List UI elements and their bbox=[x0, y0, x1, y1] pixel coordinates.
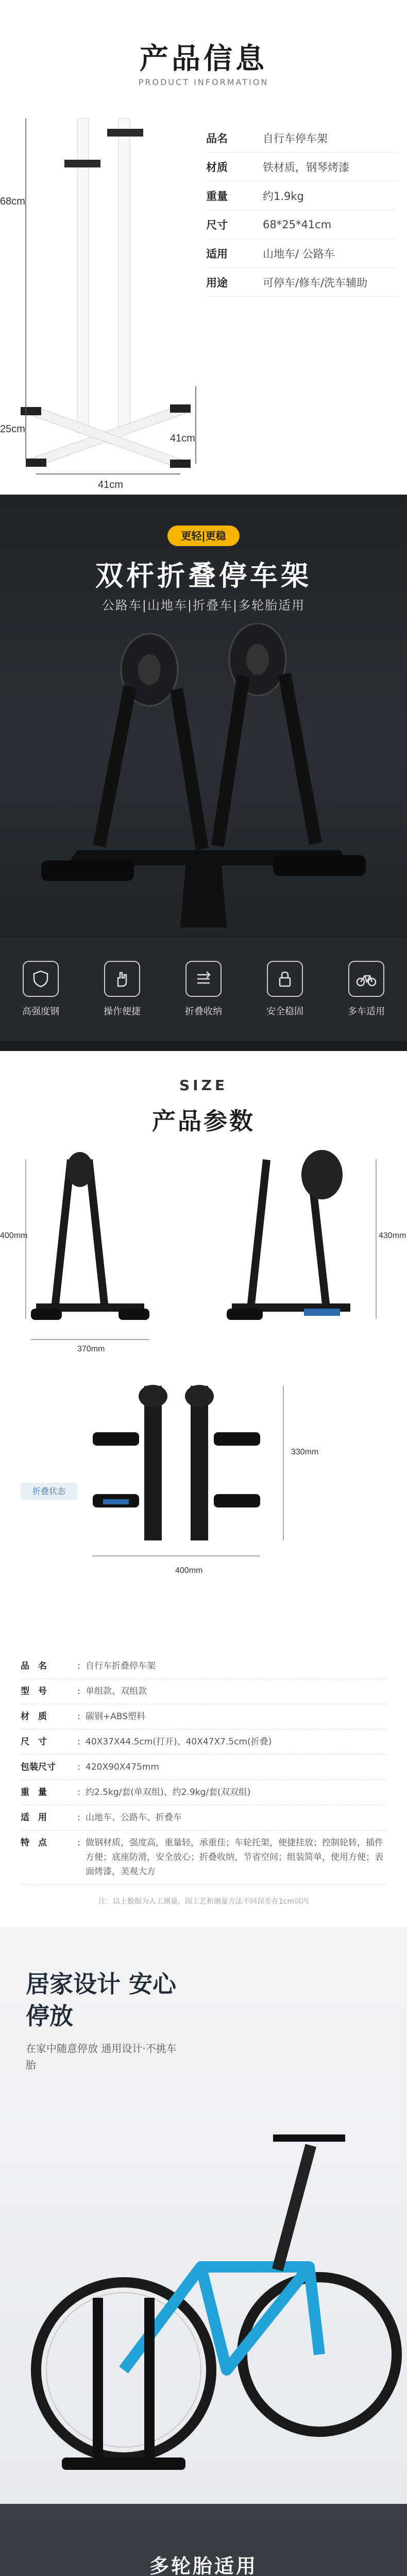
info-key: 重量 bbox=[206, 190, 228, 202]
spec-value: 单组款、双组款 bbox=[86, 1686, 147, 1697]
size-tag: SIZE bbox=[179, 1077, 228, 1094]
spec-value: 碳钢+ABS塑料 bbox=[86, 1711, 146, 1722]
info-row bbox=[206, 124, 397, 152]
spec-row bbox=[21, 1755, 386, 1780]
spec-colon: : bbox=[77, 1711, 80, 1722]
spec-key: 材 质 bbox=[21, 1711, 47, 1722]
bike-in-stand-photo bbox=[31, 2081, 402, 2483]
spec-colon: : bbox=[77, 1661, 80, 1671]
hero-badge: 更轻|更稳 bbox=[167, 526, 240, 546]
feature-label: 安全稳固 bbox=[266, 1006, 303, 1017]
info-value: 68*25*41cm bbox=[263, 218, 332, 231]
feature-item bbox=[254, 961, 316, 1018]
info-value: 可停车/修车/洗车辅助 bbox=[263, 276, 368, 289]
side-dim-label: 41cm bbox=[170, 433, 195, 444]
measurement-note: 注：以上数据为人工测量，因工艺和测量方法不同误差在1cm以内 bbox=[98, 1897, 309, 1906]
spec-colon: : bbox=[77, 1787, 80, 1798]
stand-folded-diagram bbox=[82, 1376, 325, 1582]
feature-label: 折叠收纳 bbox=[185, 1006, 222, 1017]
wheels-title: 多轮胎适用 bbox=[149, 2555, 258, 2576]
stand-side-diagram bbox=[211, 1149, 386, 1355]
spec-key: 型 号 bbox=[21, 1686, 47, 1697]
info-value: 约1.9kg bbox=[263, 190, 304, 202]
folded-state-label: 折叠状态 bbox=[21, 1483, 77, 1500]
height-dim-label: 68cm bbox=[0, 196, 25, 207]
info-value: 山地车/ 公路车 bbox=[263, 247, 335, 260]
wheels-section bbox=[0, 2504, 407, 2576]
height-dim-label: 430mm bbox=[379, 1231, 406, 1240]
spec-row bbox=[21, 1831, 386, 1885]
info-key: 尺寸 bbox=[206, 218, 228, 231]
spec-value: 做钢材质，强度高，重量轻，承重佳；车轮托架，便捷挂放；控制轮转，插件方便；底座防滑，安全放心；折叠收纳，节省空间；组装简单，使用方便；表面烤漆，美观大方 bbox=[86, 1838, 383, 1877]
depth-dim-label: 25cm bbox=[0, 423, 25, 435]
info-table bbox=[206, 124, 397, 297]
feature-label: 多车适用 bbox=[348, 1006, 385, 1017]
spec-value: 420X90X475mm bbox=[86, 1762, 159, 1772]
spec-colon: : bbox=[77, 1812, 80, 1823]
spec-row bbox=[21, 1780, 386, 1805]
width-dim-label: 400mm bbox=[175, 1566, 203, 1575]
spec-key: 特 点 bbox=[21, 1838, 47, 1848]
spec-value: 自行车折叠停车架 bbox=[86, 1661, 156, 1671]
feature-item bbox=[91, 961, 153, 1018]
feature-item bbox=[10, 961, 72, 1018]
spec-row bbox=[21, 1704, 386, 1730]
home-section bbox=[0, 1927, 407, 2504]
depth-dim-label: 330mm bbox=[291, 1448, 319, 1456]
info-row bbox=[206, 239, 397, 268]
info-key: 材质 bbox=[206, 161, 228, 174]
feature-item bbox=[173, 961, 234, 1018]
feature-item bbox=[335, 961, 397, 1018]
spec-colon: : bbox=[77, 1686, 80, 1697]
bike-icon bbox=[348, 961, 384, 997]
home-subtitle: 在家中随意停放 通用设计·不挑车胎 bbox=[26, 2042, 177, 2071]
spec-key: 重 量 bbox=[21, 1787, 47, 1798]
info-row bbox=[206, 181, 397, 210]
spec-value: 40X37X44.5cm(打开)、40X47X7.5cm(折叠) bbox=[86, 1737, 272, 1747]
fold-icon bbox=[185, 961, 222, 997]
hand-icon bbox=[104, 961, 140, 997]
size-title: 产品参数 bbox=[152, 1107, 255, 1135]
info-key: 品名 bbox=[206, 132, 228, 145]
stand-illustration bbox=[15, 98, 206, 479]
info-subtitle: PRODUCT INFORMATION bbox=[138, 77, 269, 87]
info-value: 自行车停车架 bbox=[263, 132, 328, 145]
info-key: 适用 bbox=[206, 247, 228, 260]
spec-key: 品 名 bbox=[21, 1661, 47, 1671]
spec-row bbox=[21, 1679, 386, 1704]
info-row bbox=[206, 268, 397, 297]
spec-key: 包装尺寸 bbox=[21, 1762, 56, 1772]
spec-row bbox=[21, 1730, 386, 1755]
shield-icon bbox=[23, 961, 59, 997]
width-dim-label: 370mm bbox=[77, 1345, 105, 1353]
spec-colon: : bbox=[77, 1838, 80, 1848]
spec-row bbox=[21, 1654, 386, 1679]
spec-key: 尺 寸 bbox=[21, 1737, 47, 1747]
lock-icon bbox=[267, 961, 303, 997]
size-section bbox=[0, 1051, 407, 1927]
info-title: 产品信息 bbox=[140, 42, 267, 76]
spec-table bbox=[21, 1654, 386, 1885]
info-key: 用途 bbox=[206, 276, 228, 289]
hero-section bbox=[0, 495, 407, 1051]
spec-colon: : bbox=[77, 1737, 80, 1747]
hero-subtitle: 公路车|山地车|折叠车|多轮胎适用 bbox=[101, 598, 306, 613]
feature-label: 高强度钢 bbox=[22, 1006, 59, 1017]
folding-stand-render bbox=[31, 623, 376, 933]
hero-title: 双杆折叠停车架 bbox=[95, 560, 312, 592]
home-title: 居家设计 安心停放 bbox=[26, 1970, 177, 2030]
spec-colon: : bbox=[77, 1762, 80, 1772]
info-row bbox=[206, 152, 397, 181]
spec-value: 约2.5kg/套(单双组)、约2.9kg/套(双双组) bbox=[86, 1787, 251, 1798]
info-row bbox=[206, 210, 397, 239]
height-dim-label: 400mm bbox=[0, 1231, 28, 1240]
product-info-section bbox=[0, 0, 407, 495]
spec-key: 适 用 bbox=[21, 1812, 47, 1823]
feature-label: 操作便捷 bbox=[104, 1006, 141, 1017]
feature-bar bbox=[0, 938, 407, 1041]
width-dim-label: 41cm bbox=[98, 479, 123, 490]
info-value: 铁材质，钢琴烤漆 bbox=[263, 161, 349, 174]
stand-front-diagram bbox=[21, 1149, 191, 1355]
spec-value: 山地车、公路车、折叠车 bbox=[86, 1812, 182, 1823]
spec-row bbox=[21, 1805, 386, 1831]
